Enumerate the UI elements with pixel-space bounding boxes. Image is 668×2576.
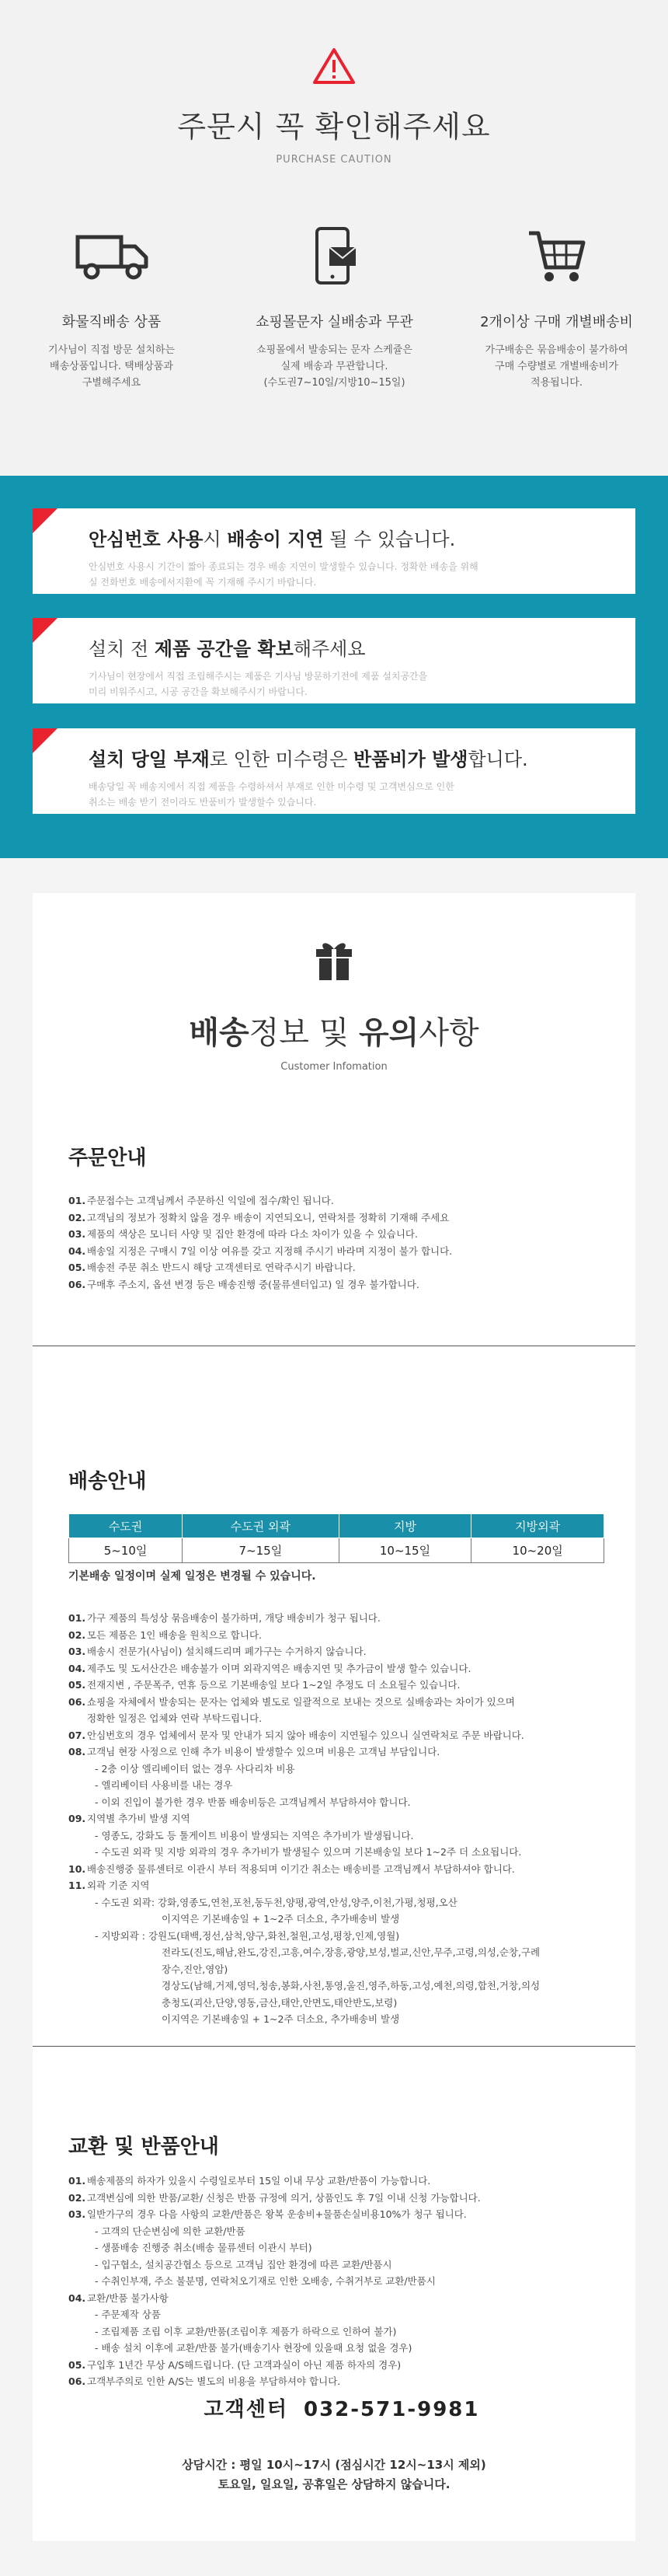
list-item-text: 제품의 색상은 모니터 사양 및 집안 환경에 따라 다소 차이가 있을 수 있습니다. [87,1228,418,1240]
notice-title: 설치 전 제품 공간을 확보해주세요 [89,638,366,660]
list-item-text: - 수도권 외곽 및 지방 외곽의 경우 추가비가 발생될수 있으며 기본배송일 보다 1~2주 더 소요됩니다. [95,1846,522,1858]
divider [33,2046,635,2047]
list-item-text: - 영종도, 강화도 등 툴게이트 비용이 발생되는 지역은 추가비가 발생됩니다. [95,1829,414,1841]
list-item [68,1995,604,2012]
list-item [68,1894,604,1911]
list-item [68,1243,604,1260]
caution-column-title: 2개이상 구매 개별배송비 [480,314,633,330]
list-item [68,1276,604,1293]
table-cell: 7~15일 [183,1538,339,1563]
list-item-number: 02. [68,2191,86,2204]
list-item-number: 10. [68,1862,86,1875]
list-item [68,2357,604,2374]
list-item-text: 배송일 지정은 구매시 7일 이상 여유를 갖고 지정해 주시기 바라며 지정이 불가 합니다. [87,1244,453,1257]
list-item [68,1777,604,1794]
list-item-number: 04. [68,1244,86,1257]
list-item-text: 경상도(남해,거제,영덕,청송,봉화,사천,통영,울진,영주,하동,고성,예천,의령,합천,거창,의성 [162,1980,541,1991]
list-item-text: 전라도(진도,해남,완도,강진,고흥,여수,장흥,광양,보성,벌교,신안,무주,고령,의성,순창,구례 [162,1946,541,1958]
list-item-text: - 배송 설치 이후에 교환/반품 불가(배송기사 현장에 있을때 요청 없을 경우) [95,2342,412,2354]
delivery-period-table [68,1513,604,1563]
notice-box [33,618,635,703]
customer-center-hours: 상담시간 : 평일 10시~17시 (점심시간 12시~13시 제외) 토요일, 일요일, 공휴일은 상담하지 않습니다. [182,2458,486,2491]
caution-column-text: 가구배송은 묶음배송이 불가하여 구매 수량별로 개별배송비가 적용됩니다. [485,344,628,389]
list-item [68,2223,604,2240]
list-item [68,1660,604,1677]
list-item-text: - 2층 이상 엘리베이터 없는 경우 사다리차 비용 [95,1762,295,1775]
list-item [68,2373,604,2390]
list-item [68,1911,604,1928]
list-item-text: - 고객의 단순변심에 의한 교환/반품 [95,2225,245,2237]
table-cell: 10~15일 [339,1538,471,1563]
list-item-number: 05. [68,1679,86,1691]
list-item [68,1259,604,1276]
list-item-text: 구매후 주소지, 옵션 변경 등은 배송진행 중(물류센터입고) 일 경우 불가합니다. [87,1278,419,1290]
list-item-text: - 주문제작 상품 [95,2309,161,2320]
list-item-number: 02. [68,1628,86,1641]
list-item [68,1226,604,1243]
list-item-text: 모든 제품은 1인 배송을 원칙으로 합니다. [87,1628,262,1641]
list-item [68,1827,604,1845]
table-header: 수도권 외곽 [183,1514,339,1538]
list-item-number: 04. [68,2292,86,2304]
notice-corner-marker [33,618,57,643]
notice-description: 배송당일 꼭 배송지에서 직접 제품을 수령하셔서 부재로 인한 미수령 및 고객변심으로 인한 취소는 배송 받기 전이라도 반품비가 발생할수 있습니다. [89,781,454,808]
list-item [68,1928,604,1945]
list-item-text: 안심번호의 경우 업체에서 문자 및 안내가 되지 않아 배송이 지연될수 있으니 실연락처로 주문 바랍니다. [87,1729,524,1741]
list-item-number: 03. [68,1228,86,1240]
notice-description: 기사님이 현장에서 직접 조립해주시는 제품은 기사님 방문하기전에 제품 설치공간을 미리 비워주시고, 시공 공간을 확보해주시기 바랍니다. [89,671,428,697]
notice-box [33,508,635,594]
list-item [68,1844,604,1861]
caution-column-text: 쇼핑몰에서 발송되는 문자 스케쥴은 실제 배송과 무관합니다. (수도권7~10일/지방10~15일) [256,344,412,389]
list-item [68,1610,604,1627]
list-item-text: - 입구협소, 설치공간협소 등으로 고객님 집안 환경에 따른 교환/반품시 [95,2258,392,2271]
notice-title: 설치 당일 부재로 인한 미수령은 반품비가 발생합니다. [89,749,528,770]
caution-subtitle: PURCHASE CAUTION [276,154,392,166]
list-item-text: 외곽 기준 지역 [87,1880,150,1891]
list-item-number: 04. [68,1662,86,1674]
list-item-text: - 수취인부재, 주소 불분명, 연락처오기재로 인한 오배송, 수취거부로 교환/반품시 [95,2275,436,2287]
list-item [68,1627,604,1644]
caution-column-title: 화물직배송 상품 [61,314,162,330]
cart-icon [445,225,668,288]
list-item-text: - 조립제품 조립 이후 교환/반품(조립이후 제품가 하락으로 인하여 불가) [95,2325,397,2337]
list-item-text: 구입후 1년간 무상 A/S해드립니다. (단 고객과실이 아닌 제품 하자의 경우) [87,2358,402,2371]
list-item-text: 이지역은 기본배송일 + 1~2주 더소요, 추가배송비 발생 [162,2013,400,2025]
list-item-number: 09. [68,1813,86,1824]
gift-icon [313,938,355,982]
caution-column-sms [223,225,446,391]
list-item [68,1192,604,1209]
list-item [68,1861,604,1878]
notice-box [33,728,635,814]
list-item [68,1794,604,1811]
info-subtitle: Customer Infomation [280,1061,388,1073]
table-note: 기본배송 일정이며 실제 일정은 변경될 수 있습니다. [68,1570,316,1583]
customer-center: 고객센터 032-571-9981 [204,2398,480,2421]
list-item-number: 03. [68,2208,86,2220]
notice-corner-marker [33,728,57,753]
list-item-number: 11. [68,1880,86,1891]
list-item [68,1977,604,1995]
list-item [68,2273,604,2290]
caution-column-delivery [0,225,223,391]
list-item-text: 배송시 전문가(사님이) 설치해드리며 폐가구는 수거하지 않습니다. [87,1646,367,1657]
list-item [68,2323,604,2340]
list-item [68,1961,604,1978]
list-item [68,1727,604,1744]
list-item [68,2290,604,2307]
list-item-text: 전재지변 , 주문폭주, 연휴 등으로 기본배송일 보다 1~2일 추정도 더 소요될수 있습니다. [87,1679,461,1691]
caution-title: 주문시 꼭 확인해주세요 [177,110,491,144]
list-item-number: 03. [68,1646,86,1657]
list-item-text: 일반가구의 경우 다음 사항의 교환/반품은 왕복 운송비+물품손실비용10%가 청구 됩니다. [87,2208,467,2220]
list-item-text: 주문접수는 고객님께서 주문하신 익일에 접수/확인 됩니다. [87,1195,334,1206]
list-item [68,2190,604,2207]
list-item-text: 이지역은 기본배송일 + 1~2주 더소요, 추가배송비 발생 [162,1913,400,1925]
list-item-number: 01. [68,2175,86,2187]
delivery-info-section [0,858,668,2576]
list-item-number: 01. [68,1612,86,1624]
exchange-section-title: 교환 및 반품안내 [68,2135,219,2159]
list-item [68,1944,604,1961]
phone-message-icon [223,225,446,288]
list-item-number: 06. [68,2375,86,2387]
list-item-text: 배송제품의 하자가 있을시 수령일로부터 15일 이내 무상 교환/반품이 가능합니다. [87,2175,431,2187]
list-item [68,1877,604,1894]
list-item-text: 고객님의 정보가 정확치 않을 경우 배송이 지연되오니, 연락처를 정확히 기재해 주세요 [87,1211,450,1223]
list-item [68,2239,604,2257]
list-item [68,1761,604,1778]
table-cell: 10~20일 [471,1538,604,1563]
list-item [68,1710,604,1727]
table-header: 지방외곽 [471,1514,604,1538]
order-section-title: 주문안내 [68,1147,147,1170]
caution-column-text: 기사님이 직접 방문 설치하는 배송상품입니다. 택배상품과 구별해주세요 [47,344,176,389]
list-item [68,2340,604,2357]
list-item [68,1209,604,1227]
list-item [68,1677,604,1694]
notice-title: 안심번호 사용시 배송이 지연 될 수 있습니다. [89,529,456,550]
purchase-caution-section [0,0,668,476]
list-item-text: 충청도(괴산,단양,영동,금산,태안,안면도,태안반도,보령) [162,1996,398,2009]
exchange-list [68,2173,604,2390]
table-cell: 5~10일 [69,1538,183,1563]
notice-corner-marker [33,508,57,533]
list-item-text: 가구 제품의 특성상 묶음배송이 불가하며, 개당 배송비가 청구 됩니다. [87,1612,381,1624]
list-item-text: 제주도 및 도서산간은 배송불가 이며 외곽지역은 배송지연 및 추가금이 발생 할수 있습니다. [87,1662,471,1674]
list-item-text: - 지방외곽 : 강원도(태백,정선,삼척,양구,화천,철원,고성,평창,인제,영월) [95,1929,400,1942]
list-item-text: 지역별 추가비 발생 지역 [87,1813,190,1824]
list-item-text: 고객님 현장 사정으로 인해 추가 비용이 발생할수 있으며 비용은 고객님 부담입니다. [87,1746,440,1757]
list-item [68,1744,604,1761]
list-item-number: 07. [68,1729,86,1741]
list-item [68,2306,604,2323]
notice-section [0,476,668,858]
list-item-text: - 엘리베이터 사용비를 내는 경우 [95,1779,233,1791]
notice-description: 안심번호 사용시 기간이 짧아 종료되는 경우 배송 지연이 발생할수 있습니다. 정확한 배송을 위해 실 전화번호 배송에서지환에 꼭 기재해 주시기 바랍니다. [89,561,478,588]
list-item-number: 05. [68,1262,86,1273]
truck-icon [0,225,223,288]
list-item [68,2011,604,2028]
list-item-text: 장수,진안,영암) [162,1963,228,1975]
list-item-text: - 수도권 외곽: 강화,영종도,연천,포천,동두천,양평,광역,안성,양주,이천,가평,청평,오산 [95,1896,458,1908]
list-item-text: 고객부주의로 인한 A/S는 별도의 비용을 부담하셔야 합니다. [87,2375,341,2387]
list-item [68,2257,604,2274]
list-item-text: 고객변심에 의한 반품/교환/ 신청은 반품 규정에 의거, 상품인도 후 7일 이내 신청 가능합니다. [87,2191,481,2204]
list-item [68,1643,604,1660]
list-item-number: 05. [68,2358,86,2371]
shipping-list [68,1610,604,2028]
list-item-number: 08. [68,1746,86,1757]
info-title: 배송정보 및 유의사항 [189,1015,479,1051]
delivery-info-card [33,893,635,2541]
list-item-number: 01. [68,1195,86,1206]
list-item-text: 교환/반품 불가사항 [87,2292,169,2304]
list-item-text: 정확한 일정은 업체와 연락 부탁드립니다. [87,1712,263,1724]
list-item [68,1810,604,1827]
order-list [68,1192,604,1293]
list-item-number: 06. [68,1695,86,1708]
list-item-number: 02. [68,1211,86,1223]
list-item-text: 쇼핑을 자체에서 발송되는 문자는 업체와 별도로 일괄적으로 보내는 것으로 실배송과는 차이가 있으며 [87,1695,515,1708]
list-item-text: - 이외 진입이 불가한 경우 반품 배송비등은 고객님께서 부담하셔야 합니다. [95,1796,411,1808]
list-item [68,1694,604,1711]
caution-column-title: 쇼핑몰문자 실배송과 무관 [256,314,413,330]
table-header: 수도권 [69,1514,183,1538]
table-header: 지방 [339,1514,471,1538]
caution-column-shipping-fee [445,225,668,391]
list-item-number: 06. [68,1278,86,1290]
list-item-text: 배송전 주문 취소 반드시 해당 고객센터로 연락주시기 바랍니다. [87,1262,356,1273]
list-item [68,2206,604,2223]
customer-center-phone: 032-571-9981 [303,2398,480,2421]
list-item-text: - 생품배송 진행중 취소(배송 물류센터 이관시 부터) [95,2242,312,2253]
warning-icon [313,48,355,84]
list-item-text: 배송진행중 물류센터로 이관시 부터 적용되며 이기간 취소는 배송비를 고객님께서 부담하셔야 합니다. [87,1862,515,1875]
list-item [68,2173,604,2190]
shipping-section-title: 배송안내 [68,1470,147,1493]
